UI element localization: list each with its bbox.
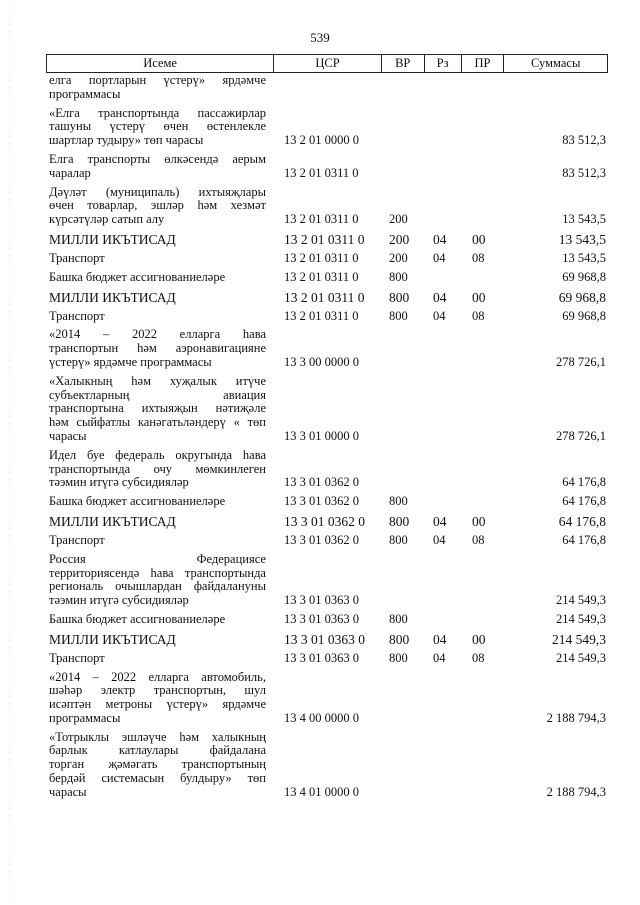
header-sum: Суммасы	[531, 56, 581, 70]
row-name-line: Елга транспорты өлкәсендә аерым	[49, 151, 266, 166]
row-rz: 04	[433, 513, 447, 529]
row-name-line: транспортында очу мөмкинлеген	[49, 461, 266, 476]
row-name-line: Транспорт	[49, 650, 105, 665]
row-name	[46, 514, 274, 529]
row-csr: 13 2 01 0311 0	[284, 269, 359, 284]
row-rz: 04	[433, 532, 446, 547]
row-name	[46, 310, 274, 324]
row-csr: 13 2 01 0000 0	[284, 133, 359, 148]
row-vr: 800	[389, 513, 410, 529]
row-sum: 69 968,8	[558, 289, 606, 305]
row-rz: 04	[433, 289, 447, 305]
row-sum: 214 549,3	[556, 593, 606, 608]
row-pr: 08	[472, 532, 485, 547]
row-name-line: барлык катлаулары файдалана	[49, 743, 266, 758]
row-name	[46, 449, 274, 490]
row-name-line: Башка бюджет ассигнованиеләре	[49, 611, 226, 626]
table-row	[46, 271, 608, 285]
row-name-line: тәэмин итүгә субсидияләр	[49, 475, 189, 490]
table-row	[46, 671, 608, 726]
table-header	[46, 54, 608, 73]
row-name-line: чаралар	[49, 165, 91, 180]
row-vr: 800	[389, 308, 408, 323]
row-name-line: МИЛЛИ ИКЪТИСАД	[49, 513, 176, 529]
margin-binding-dots	[9, 0, 11, 905]
row-csr: 13 3 01 0362 0	[284, 475, 359, 490]
row-name	[46, 613, 274, 627]
table-row	[46, 449, 608, 490]
row-name	[46, 553, 274, 608]
row-sum: 13 543,5	[562, 250, 606, 265]
table-row	[46, 252, 608, 266]
row-name-line: бердәй системасын булдыру» төп	[49, 771, 266, 786]
row-pr: 08	[472, 250, 485, 265]
row-csr: 13 3 01 0362 0	[284, 513, 365, 529]
row-name-line: шәһәр электр транспортын, шул	[49, 683, 266, 698]
row-name-line: өчен товарлар, эшләр һәм хезмәт	[49, 198, 266, 213]
row-sum: 13 543,5	[562, 212, 606, 227]
row-csr: 13 3 00 0000 0	[284, 354, 359, 369]
row-rz: 04	[433, 650, 446, 665]
row-name-line: транспортын һәм аэронавигацияне	[49, 341, 266, 356]
row-name-line: программасы	[49, 710, 121, 725]
row-vr: 800	[389, 631, 410, 647]
row-csr: 13 3 01 0363 0	[284, 593, 359, 608]
table-row	[46, 232, 608, 247]
row-csr: 13 3 01 0362 0	[284, 532, 359, 547]
row-csr: 13 4 00 0000 0	[284, 710, 359, 725]
row-pr: 08	[472, 308, 485, 323]
row-vr: 800	[389, 269, 408, 284]
header-csr: ЦСР	[274, 55, 382, 72]
row-sum: 214 549,3	[556, 611, 606, 626]
table-row	[46, 290, 608, 305]
row-csr: 13 2 01 0311 0	[284, 165, 359, 180]
row-name-line: региональ очышлардан файдалануны	[49, 579, 266, 594]
row-name-line: программасы	[49, 86, 121, 101]
row-pr: 00	[472, 289, 486, 305]
row-rz: 04	[433, 308, 446, 323]
row-sum: 69 968,8	[562, 308, 606, 323]
table-row	[46, 514, 608, 529]
row-sum: 214 549,3	[556, 650, 606, 665]
row-name-line: субъектларның авиация	[49, 387, 266, 402]
row-csr: 13 3 01 0363 0	[284, 631, 365, 647]
row-rz: 04	[433, 631, 447, 647]
row-sum: 214 549,3	[552, 631, 606, 647]
row-name-line: елга портларын үстерү» ярдәмче	[49, 73, 266, 87]
row-name-line: Идел буе федераль округында һава	[49, 447, 266, 462]
row-name-line: «2014 – 2022 елларга автомобиль,	[49, 669, 266, 684]
row-name-line: МИЛЛИ ИКЪТИСАД	[49, 231, 176, 247]
row-csr: 13 2 01 0311 0	[284, 308, 359, 323]
table-row	[46, 731, 608, 800]
row-csr: 13 4 01 0000 0	[284, 784, 359, 799]
row-name-line: «Халыкның һәм хуҗалык итүче	[49, 373, 266, 388]
table-row	[46, 495, 608, 509]
row-rz: 04	[433, 231, 447, 247]
page-number: 539	[310, 30, 330, 45]
row-name-line: Башка бюджет ассигнованиеләре	[49, 269, 226, 284]
row-name-line: Транспорт	[49, 308, 105, 323]
row-name	[46, 186, 274, 227]
row-csr: 13 3 01 0363 0	[284, 611, 359, 626]
row-sum: 13 543,5	[558, 231, 606, 247]
header-rz: Рз	[425, 55, 462, 72]
table-row	[46, 652, 608, 666]
row-vr: 200	[389, 231, 410, 247]
table-row	[46, 153, 608, 181]
table-row	[46, 632, 608, 647]
row-pr: 08	[472, 650, 485, 665]
row-pr: 00	[472, 231, 486, 247]
row-name-line: ташуны үстерү өчен өстенлекле	[49, 119, 266, 134]
row-vr: 800	[389, 289, 410, 305]
table-row	[46, 328, 608, 369]
row-vr: 800	[389, 494, 408, 509]
row-sum: 64 176,8	[558, 513, 606, 529]
table-row	[46, 186, 608, 227]
row-name	[46, 632, 274, 647]
row-name-line: «2014 – 2022 елларга һава	[49, 327, 266, 342]
row-csr: 13 2 01 0311 0	[284, 212, 359, 227]
row-name	[46, 271, 274, 285]
table-row	[46, 553, 608, 608]
row-name-line: Транспорт	[49, 250, 105, 265]
row-name	[46, 671, 274, 726]
row-vr: 200	[389, 212, 408, 227]
row-name-line: «Елга транспортында пассажирлар	[49, 105, 266, 120]
table-row	[46, 107, 608, 148]
row-name	[46, 232, 274, 247]
row-sum: 69 968,8	[562, 269, 606, 284]
table-row	[46, 613, 608, 627]
header-vr: ВР	[382, 55, 425, 72]
row-name-line: Россия Федерациясе	[49, 551, 266, 566]
table-row	[46, 534, 608, 548]
row-name	[46, 534, 274, 548]
row-csr: 13 2 01 0311 0	[284, 250, 359, 265]
row-name-line: территориясендә һава транспортында	[49, 565, 266, 580]
row-name-line: торган җәмәгать транспортының	[49, 757, 266, 772]
row-name-line: «Тотрыклы эшләүче һәм халыкның	[49, 729, 266, 744]
row-sum: 2 188 794,3	[546, 710, 606, 725]
row-name-line: Дәүләт (муниципаль) ихтыяҗлары	[49, 184, 266, 199]
header-pr: ПР	[462, 55, 505, 72]
row-name	[46, 290, 274, 305]
row-csr: 13 2 01 0311 0	[284, 289, 365, 305]
table-body	[46, 74, 608, 805]
row-name-line: күрсәтүләр сатып алу	[49, 212, 165, 227]
row-sum: 64 176,8	[562, 494, 606, 509]
row-name	[46, 153, 274, 181]
row-name-line: чарасы	[49, 428, 87, 443]
row-vr: 800	[389, 611, 408, 626]
row-name-line: Транспорт	[49, 532, 105, 547]
row-name	[46, 107, 274, 148]
row-vr: 800	[389, 650, 408, 665]
table-row	[46, 74, 608, 102]
row-name-line: транспортына ихтыяҗын нәтиҗәле	[49, 401, 266, 416]
row-pr: 00	[472, 513, 486, 529]
row-name-line: шартлар тудыру» төп чарасы	[49, 133, 204, 148]
row-name	[46, 252, 274, 266]
row-name-line: тәэмин итүгә субсидияләр	[49, 593, 189, 608]
row-rz: 04	[433, 250, 446, 265]
row-name	[46, 652, 274, 666]
row-csr: 13 3 01 0000 0	[284, 428, 359, 443]
row-sum: 83 512,3	[562, 165, 606, 180]
row-name-line: Башка бюджет ассигнованиеләре	[49, 494, 226, 509]
row-name	[46, 328, 274, 369]
row-name	[46, 495, 274, 509]
row-name	[46, 731, 274, 800]
table-row	[46, 310, 608, 324]
row-csr: 13 3 01 0363 0	[284, 650, 359, 665]
row-name-line: МИЛЛИ ИКЪТИСАД	[49, 289, 176, 305]
row-csr: 13 2 01 0311 0	[284, 231, 365, 247]
row-pr: 00	[472, 631, 486, 647]
row-name-line: МИЛЛИ ИКЪТИСАД	[49, 631, 176, 647]
table-row	[46, 375, 608, 444]
row-vr: 800	[389, 532, 408, 547]
row-sum: 64 176,8	[562, 475, 606, 490]
row-name-line: һәм сыйфатлы канәгатьләндерү « төп	[49, 415, 266, 430]
header-name: Исеме	[47, 55, 274, 72]
row-sum: 278 726,1	[556, 428, 606, 443]
row-name	[46, 375, 274, 444]
row-sum: 278 726,1	[556, 354, 606, 369]
row-name	[46, 74, 274, 102]
row-vr: 200	[389, 250, 408, 265]
row-sum: 64 176,8	[562, 532, 606, 547]
row-sum: 2 188 794,3	[546, 784, 606, 799]
row-sum: 83 512,3	[562, 133, 606, 148]
row-name-line: чарасы	[49, 784, 87, 799]
row-name-line: үстерү» ярдәмче программасы	[49, 354, 212, 369]
row-name-line: исәптән метроны үстерү» ярдәмче	[49, 697, 266, 712]
row-csr: 13 3 01 0362 0	[284, 494, 359, 509]
